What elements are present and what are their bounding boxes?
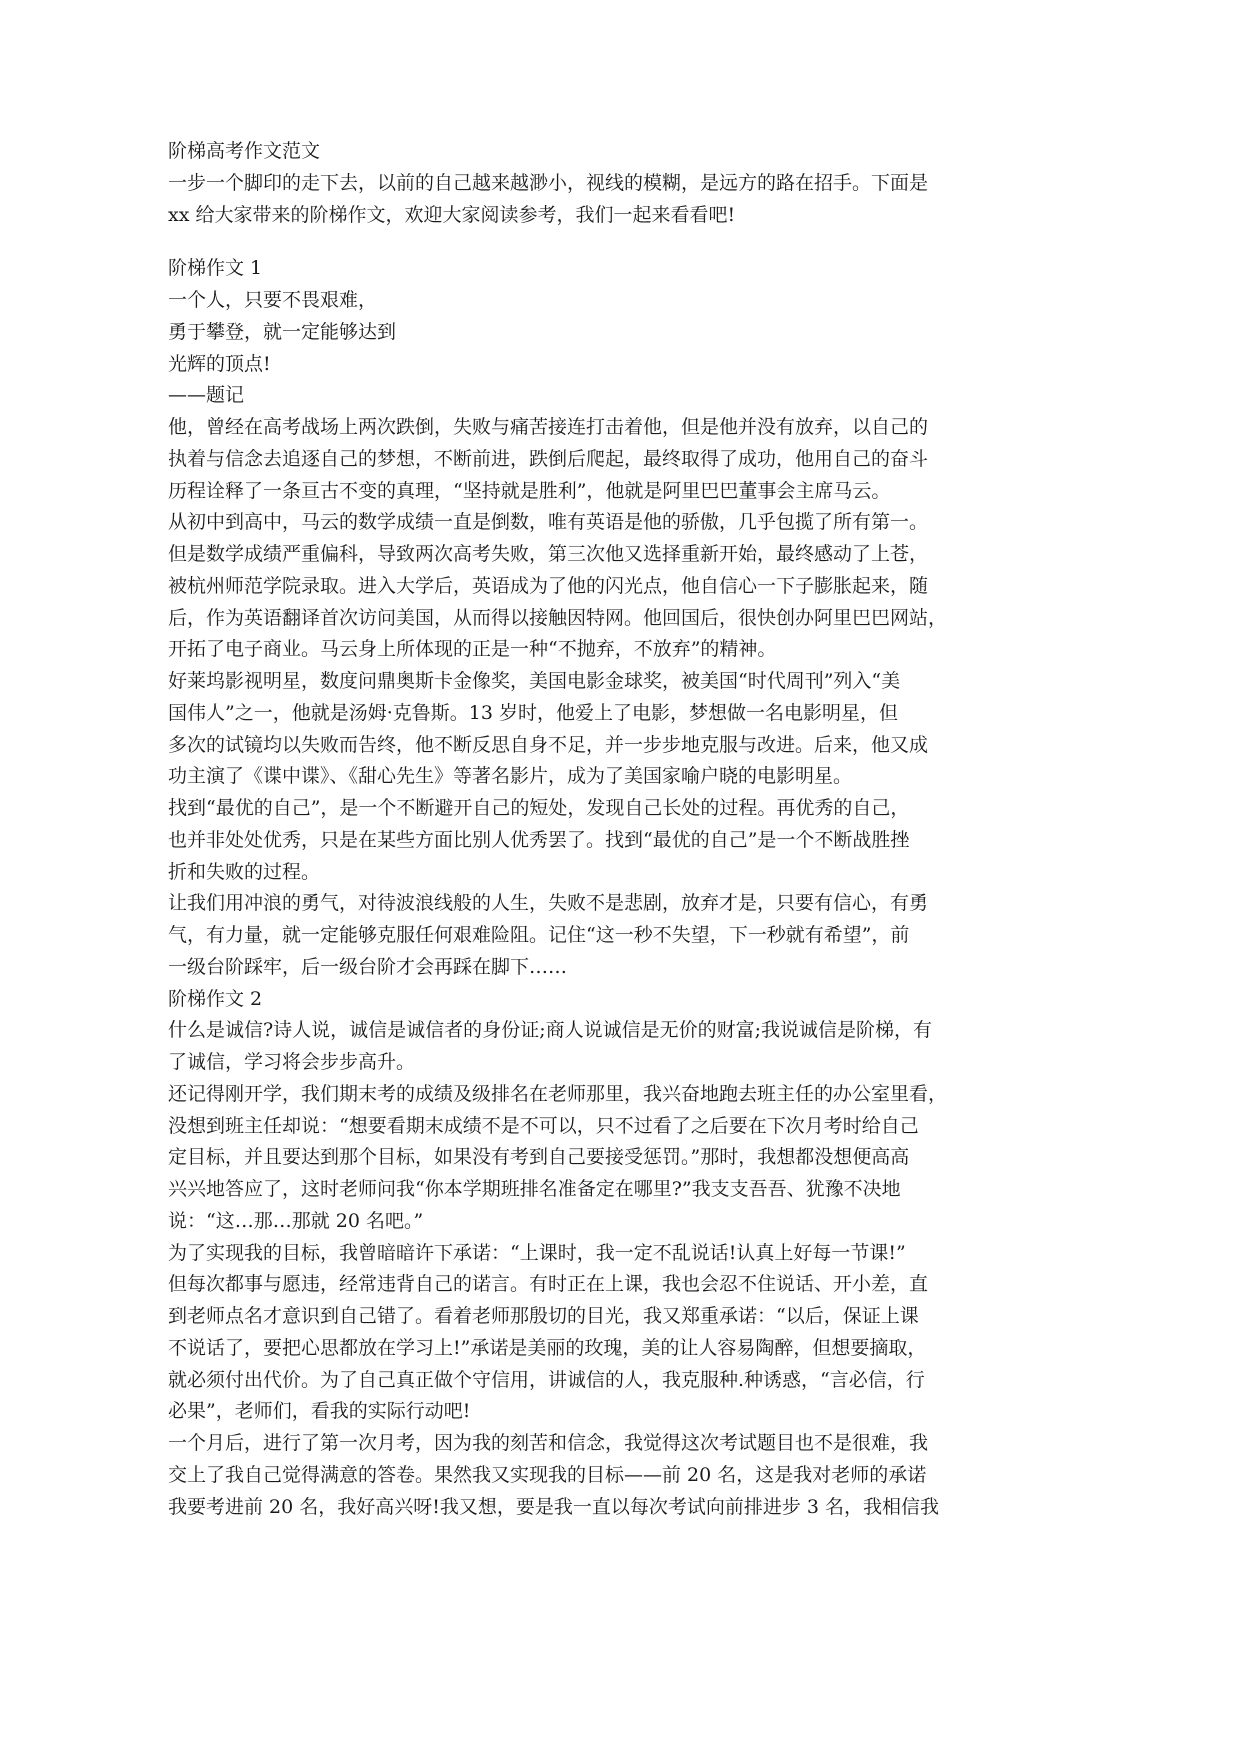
blank-line bbox=[168, 231, 958, 253]
body-line: 执着与信念去追逐自己的梦想，不断前进，跌倒后爬起，最终取得了成功，他用自己的奋斗 bbox=[168, 447, 929, 470]
body-line: 找到“最优的自己”，是一个不断避开自己的短处，发现自己长处的过程。再优秀的自己， bbox=[168, 797, 910, 819]
body-line: 他，曾经在高考战场上两次跌倒，失败与痛苦接连打击着他，但是他并没有放弃，以自己的 bbox=[168, 416, 929, 438]
body-line: 到老师点名才意识到自己错了。看着老师那殷切的目光，我又郑重承诺：“以后，保证上课 bbox=[168, 1305, 919, 1327]
intro-line: 一步一个脚印的走下去，以前的自己越来越渺小，视线的模糊，是远方的路在招手。下面是 bbox=[168, 171, 929, 194]
body-line: 好莱坞影视明星，数度问鼎奥斯卡金像奖，美国电影金球奖，被美国“时代周刊”列入“美 bbox=[168, 670, 901, 692]
document-page bbox=[168, 136, 958, 1523]
body-line: 从初中到高中，马云的数学成绩一直是倒数，唯有英语是他的骄傲，几乎包揽了所有第一。 bbox=[168, 511, 929, 534]
body-line: 让我们用冲浪的勇气，对待波浪线般的人生，失败不是悲剧，放弃才是，只要有信心，有勇 bbox=[168, 892, 929, 915]
section-heading: 阶梯作文 1 bbox=[168, 257, 263, 280]
body-line: 也并非处处优秀，只是在某些方面比别人优秀罢了。找到“最优的自己”是一个不断战胜挫 bbox=[168, 828, 910, 851]
body-line: 但是数学成绩严重偏科，导致两次高考失败，第三次他又选择重新开始，最终感动了上苍， bbox=[168, 543, 929, 565]
document-body bbox=[168, 253, 958, 1523]
body-line: 光辉的顶点! bbox=[168, 352, 271, 375]
document-title: 阶梯高考作文范文 bbox=[168, 140, 321, 162]
body-line: 说：“这…那…那就 20 名吧。” bbox=[168, 1209, 424, 1232]
body-line: 必果”，老师们，看我的实际行动吧! bbox=[168, 1400, 471, 1423]
body-line: 一个月后，进行了第一次月考，因为我的刻苦和信念，我觉得这次考试题目也不是很难，我 bbox=[168, 1432, 929, 1454]
body-line: 后，作为英语翻译首次访问美国，从而得以接触因特网。他回国后，很快创办阿里巴巴网站， bbox=[168, 606, 948, 629]
body-line: 什么是诚信?诗人说，诚信是诚信者的身份证;商人说诚信是无价的财富;我说诚信是阶梯，有 bbox=[168, 1019, 932, 1042]
body-line: 被杭州师范学院录取。进入大学后，英语成为了他的闪光点，他自信心一下子膨胀起来，随 bbox=[168, 574, 929, 597]
body-line: 为了实现我的目标，我曾暗暗许下承诺：“上课时，我一定不乱说话!认真上好每一节课!” bbox=[168, 1241, 906, 1264]
body-line: 气，有力量，就一定能够克服任何艰难险阻。记住“这一秒不失望，下一秒就有希望”，前 bbox=[168, 924, 910, 946]
intro-line: xx 给大家带来的阶梯作文，欢迎大家阅读参考，我们一起来看看吧! bbox=[168, 203, 736, 226]
body-line: 功主演了《谍中谍》、《甜心先生》等著名影片，成为了美国家喻户晓的电影明星。 bbox=[168, 765, 853, 788]
body-line: 了诚信，学习将会步步高升。 bbox=[168, 1051, 416, 1073]
body-line: 一级台阶踩牢，后一级台阶才会再踩在脚下…… bbox=[168, 955, 568, 978]
body-line: ——题记 bbox=[168, 384, 245, 407]
body-line: 多次的试镜均以失败而告终，他不断反思自身不足，并一步步地克服与改进。后来，他又成 bbox=[168, 733, 929, 756]
body-line: 定目标，并且要达到那个目标，如果没有考到自己要接受惩罚。”那时，我想都没想便高高 bbox=[168, 1146, 910, 1169]
body-line: 开拓了电子商业。马云身上所体现的正是一种“不抛弃，不放弃”的精神。 bbox=[168, 638, 777, 661]
body-line: 兴兴地答应了，这时老师问我“你本学期班排名准备定在哪里?”我支支吾吾、犹豫不决地 bbox=[168, 1178, 901, 1200]
body-line: 国伟人”之一，他就是汤姆·克鲁斯。13 岁时，他爱上了电影，梦想做一名电影明星，但 bbox=[168, 701, 898, 724]
body-line: 还记得刚开学，我们期末考的成绩及级排名在老师那里，我兴奋地跑去班主任的办公室里看， bbox=[168, 1082, 948, 1105]
body-line: 就必须付出代价。为了自己真正做个守信用，讲诚信的人，我克服种.种诱惑，“言必信，行 bbox=[168, 1368, 925, 1391]
body-line: 不说话了，要把心思都放在学习上!”承诺是美丽的玫瑰，美的让人容易陶醉，但想要摘取， bbox=[168, 1336, 927, 1359]
body-line: 勇于攀登，就一定能够达到 bbox=[168, 320, 397, 343]
body-line: 一个人，只要不畏艰难， bbox=[168, 289, 378, 311]
body-line: 我要考进前 20 名，我好高兴呀!我又想，要是我一直以每次考试向前排进步 3 名，我相信我 bbox=[168, 1495, 940, 1518]
body-line: 折和失败的过程。 bbox=[168, 860, 321, 883]
body-line: 历程诠释了一条亘古不变的真理，“坚持就是胜利”，他就是阿里巴巴董事会主席马云。 bbox=[168, 479, 891, 502]
body-line: 交上了我自己觉得满意的答卷。果然我又实现我的目标——前 20 名，这是我对老师的承诺 bbox=[168, 1463, 927, 1486]
section-heading: 阶梯作文 2 bbox=[168, 987, 263, 1010]
body-line: 没想到班主任却说：“想要看期末成绩不是不可以，只不过看了之后要在下次月考时给自己 bbox=[168, 1114, 919, 1137]
body-line: 但每次都事与愿违，经常违背自己的诺言。有时正在上课，我也会忍不住说话、开小差，直 bbox=[168, 1273, 929, 1296]
